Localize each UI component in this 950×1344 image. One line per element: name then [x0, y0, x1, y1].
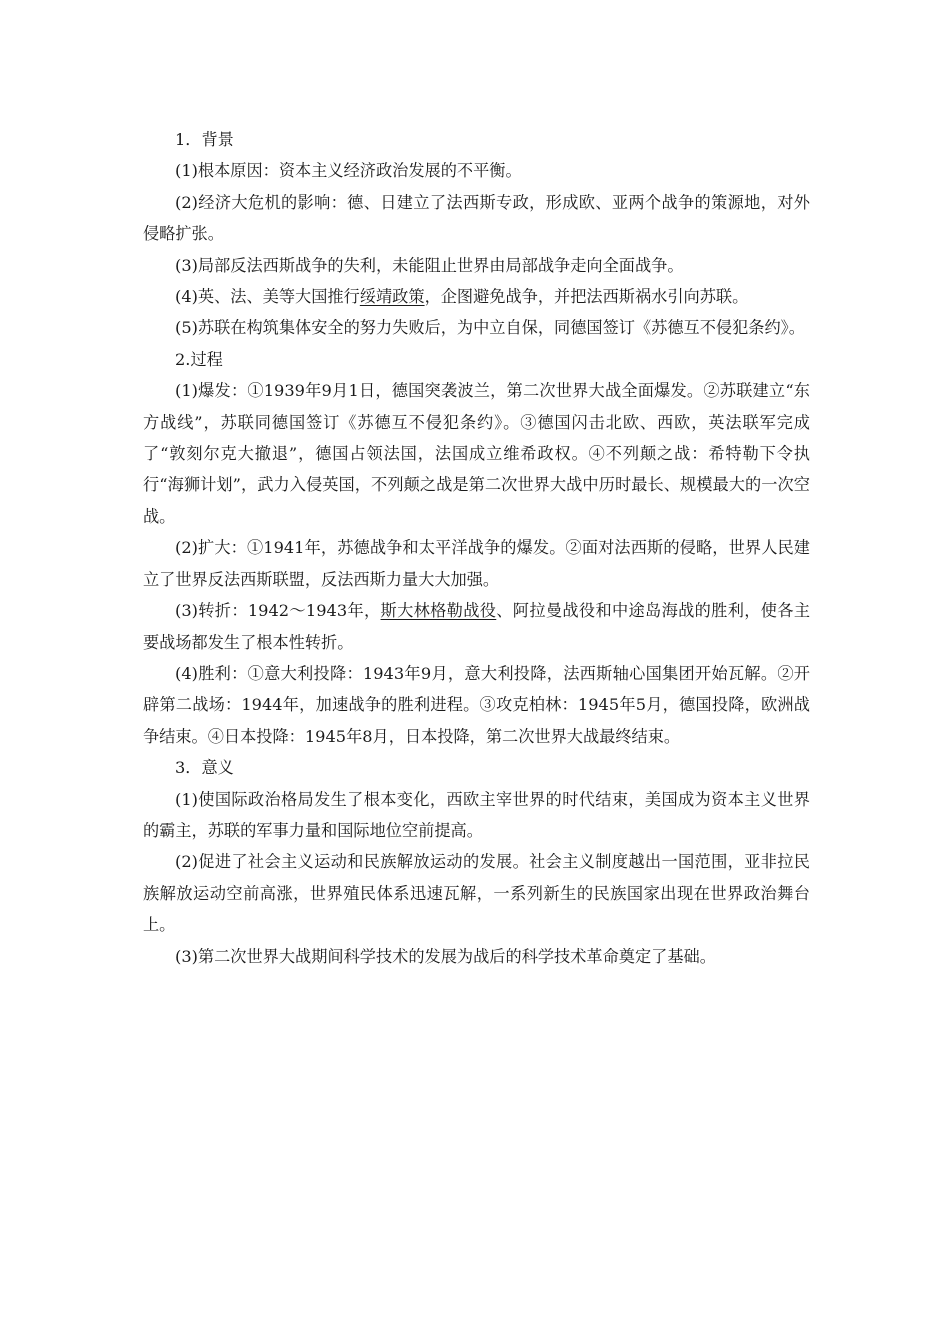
- paragraph: (2)促进了社会主义运动和民族解放运动的发展。社会主义制度越出一国范围，亚非拉民族解放运动空前高涨，世界殖民体系迅速瓦解，一系列新生的民族国家出现在世界政治舞台上。: [143, 852, 810, 935]
- paragraph: (4)胜利：①意大利投降：1943年9月，意大利投降，法西斯轴心国集团开始瓦解。②开辟第二战场：1944年，加速战争的胜利进程。③攻克柏林：1945年5月，德国投降，欧洲战争结束。④日本投降：1945年8月，日本投降，第二次世界大战最终结束。: [143, 663, 810, 746]
- underlined-term: 斯大林格勒战役: [380, 601, 497, 621]
- paragraph: (2)经济大危机的影响：德、日建立了法西斯专政，形成欧、亚两个战争的策源地，对外侵略扩张。: [143, 192, 810, 244]
- text-run: (3)转折：1942～1943年，: [175, 601, 381, 621]
- paragraph: (2)扩大：①1941年，苏德战争和太平洋战争的爆发。②面对法西斯的侵略，世界人民建立了世界反法西斯联盟，反法西斯力量大大加强。: [143, 538, 810, 589]
- underlined-term: 绥靖政策: [359, 287, 425, 307]
- section-heading-significance: 3．意义: [175, 758, 234, 778]
- paragraph: (3)第二次世界大战期间科学技术的发展为战后的科学技术革命奠定了基础。: [175, 946, 716, 966]
- text-run: 、阿拉曼战役和中途岛海战的胜利，使各主要战场都发生了根本性转折。: [143, 601, 811, 652]
- paragraph: [143, 281, 810, 312]
- paragraph: [143, 595, 810, 658]
- section-heading-background: 1．背景: [175, 130, 234, 149]
- text-run: ，企图避免战争，并把法西斯祸水引向苏联。: [424, 287, 749, 307]
- paragraph: (1)根本原因：资本主义经济政治发展的不平衡。: [175, 161, 522, 181]
- paragraph: (3)局部反法西斯战争的失利，未能阻止世界由局部战争走向全面战争。: [175, 255, 684, 275]
- paragraph: (5)苏联在构筑集体安全的努力失败后，为中立自保，同德国签订《苏德互不侵犯条约》。: [175, 318, 805, 338]
- text-run: (4)英、法、美等大国推行: [175, 287, 360, 307]
- paragraph: (1)使国际政治格局发生了根本变化，西欧主宰世界的时代结束，美国成为资本主义世界的霸主，苏联的军事力量和国际地位空前提高。: [143, 789, 810, 840]
- section-heading-process: 2.过程: [175, 349, 223, 369]
- paragraph: (1)爆发：①1939年9月1日，德国突袭波兰，第二次世界大战全面爆发。②苏联建立“东方战线”，苏联同德国签订《苏德互不侵犯条约》。③德国闪击北欧、西欧，英法联军完成了“敦刻尔克大撤退”，德国占领法国，法国成立维希政权。④不列颠之战：希特勒下令执行“海狮计划”，武力入侵英国，不列颠之战是第二次世界大战中历时最长、规模最大的一次空战。: [143, 381, 810, 526]
